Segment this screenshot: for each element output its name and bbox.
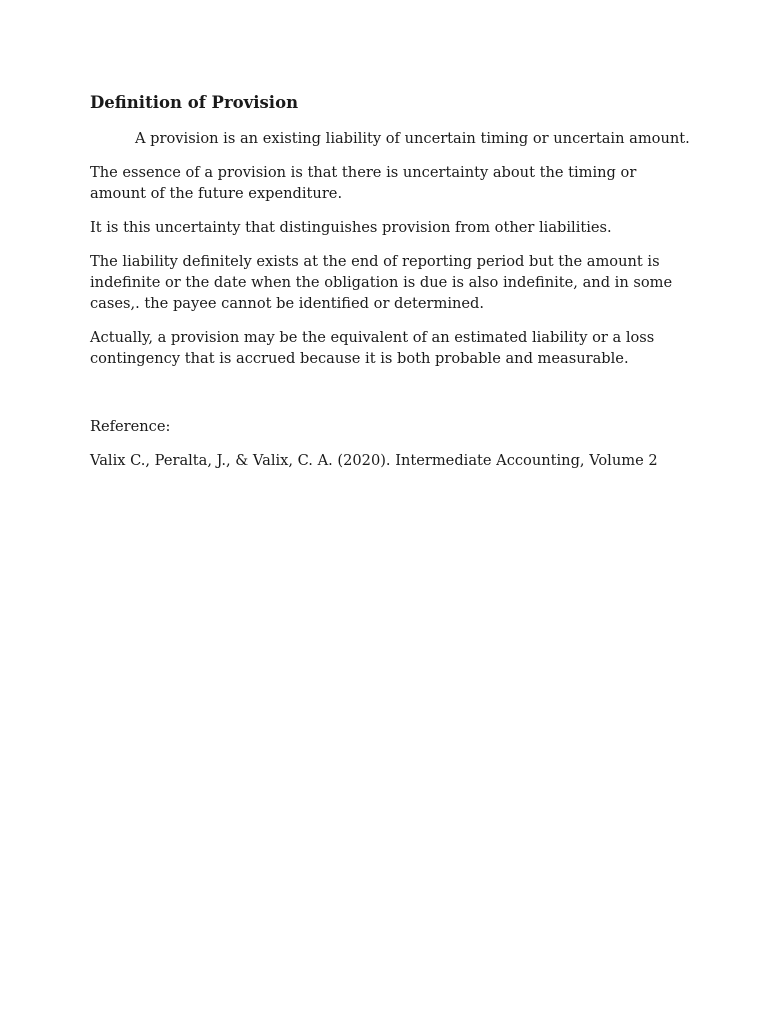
reference-label: Reference: xyxy=(90,418,171,435)
paragraph-estimated-liability: Actually, a provision may be the equivalent of an estimated liability or a loss contingency that is accrued because it is both probable and measurable. xyxy=(90,329,655,367)
reference-citation: Valix C., Peralta, J., & Valix, C. A. (2020). Intermediate Accounting, Volume 2 xyxy=(90,452,658,469)
paragraph-essence: The essence of a provision is that there is uncertainty about the timing or amount of the future expenditure. xyxy=(90,164,637,202)
document-title: Definition of Provision xyxy=(90,93,299,112)
document-body xyxy=(90,92,690,471)
paragraph-definition: A provision is an existing liability of uncertain timing or uncertain amount. xyxy=(135,130,690,147)
paragraph-distinction: It is this uncertainty that distinguishes provision from other liabilities. xyxy=(90,219,612,236)
paragraph-liability-exists: The liability definitely exists at the end of reporting period but the amount is indefinite or the date when the obligation is due is also indefinite, and in some cases,. the payee cannot be identified or determined. xyxy=(90,253,673,312)
section-spacer xyxy=(90,382,690,416)
